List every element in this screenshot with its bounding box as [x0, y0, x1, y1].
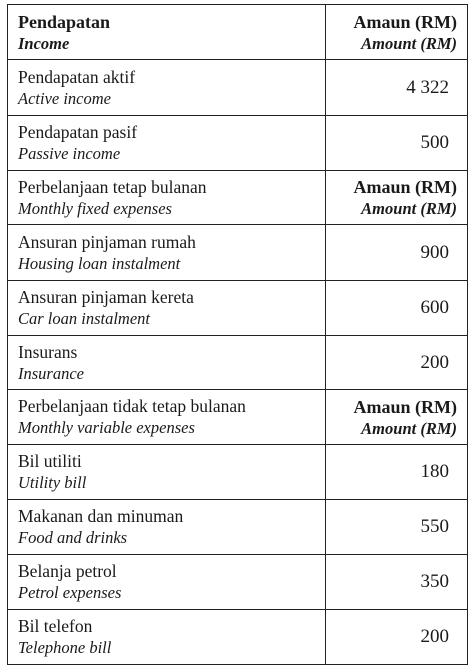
income-header-label-en: Income — [18, 33, 70, 53]
budget-table — [7, 4, 468, 665]
variable-expenses-amount-header-cell — [326, 390, 468, 445]
row-label-en: Car loan instalment — [18, 309, 151, 328]
row-label-ms: Makanan dan minuman — [18, 506, 184, 526]
income-header-label-ms: Pendapatan — [18, 11, 111, 32]
row-label-cell — [8, 281, 326, 336]
row-amount: 200 — [326, 336, 468, 390]
table-row — [8, 116, 468, 171]
row-label-cell — [8, 610, 326, 665]
row-label-cell — [8, 336, 326, 390]
row-amount: 500 — [326, 116, 468, 171]
fixed-expenses-label-cell — [8, 171, 326, 225]
row-label-cell — [8, 500, 326, 555]
row-label-ms: Bil utiliti — [18, 451, 82, 471]
table-row — [8, 500, 468, 555]
amount-header-ms: Amaun (RM) — [353, 177, 457, 197]
row-label-en: Active income — [18, 88, 111, 108]
row-label-ms: Ansuran pinjaman rumah — [18, 231, 196, 252]
row-label-cell — [8, 445, 326, 500]
row-amount: 550 — [326, 500, 468, 555]
table-row — [8, 555, 468, 610]
row-label-en: Food and drinks — [18, 528, 128, 547]
table-row — [8, 445, 468, 500]
row-label-ms: Insurans — [18, 341, 78, 362]
income-amount-header-cell — [326, 5, 468, 60]
fixed-expenses-header-row — [8, 171, 468, 225]
table-row — [8, 60, 468, 116]
fixed-expenses-label-en: Monthly fixed expenses — [18, 198, 172, 218]
amount-header-en: Amount (RM) — [361, 199, 457, 218]
row-label-en: Housing loan instalment — [18, 253, 181, 273]
row-label-cell — [8, 60, 326, 116]
amount-header-en: Amount (RM) — [361, 33, 457, 53]
table-row — [8, 336, 468, 390]
amount-header-ms: Amaun (RM) — [353, 396, 457, 417]
row-label-cell — [8, 225, 326, 281]
amount-header-en: Amount (RM) — [361, 418, 457, 438]
row-label-en: Utility bill — [18, 473, 87, 492]
variable-expenses-label-ms: Perbelanjaan tidak tetap bulanan — [18, 396, 246, 416]
row-label-en: Petrol expenses — [18, 583, 122, 602]
row-label-ms: Pendapatan aktif — [18, 66, 136, 87]
income-header-label-cell — [8, 5, 326, 60]
table-row — [8, 610, 468, 665]
row-label-en: Insurance — [18, 363, 84, 383]
row-amount: 4 322 — [326, 60, 468, 116]
row-label-en: Passive income — [18, 144, 121, 163]
variable-expenses-label-en: Monthly variable expenses — [18, 418, 195, 437]
income-header-row — [8, 5, 468, 60]
row-amount: 900 — [326, 225, 468, 281]
row-label-ms: Ansuran pinjaman kereta — [18, 287, 194, 307]
row-amount: 180 — [326, 445, 468, 500]
variable-expenses-header-row — [8, 390, 468, 445]
table-row — [8, 225, 468, 281]
row-amount: 200 — [326, 610, 468, 665]
variable-expenses-label-cell — [8, 390, 326, 445]
fixed-expenses-amount-header-cell — [326, 171, 468, 225]
row-amount: 600 — [326, 281, 468, 336]
row-label-ms: Bil telefon — [18, 616, 93, 636]
row-amount: 350 — [326, 555, 468, 610]
row-label-ms: Pendapatan pasif — [18, 122, 138, 142]
table-row — [8, 281, 468, 336]
row-label-cell — [8, 555, 326, 610]
row-label-en: Telephone bill — [18, 638, 112, 657]
fixed-expenses-label-ms: Perbelanjaan tetap bulanan — [18, 176, 207, 197]
amount-header-ms: Amaun (RM) — [353, 11, 457, 32]
row-label-ms: Belanja petrol — [18, 561, 117, 581]
row-label-cell — [8, 116, 326, 171]
